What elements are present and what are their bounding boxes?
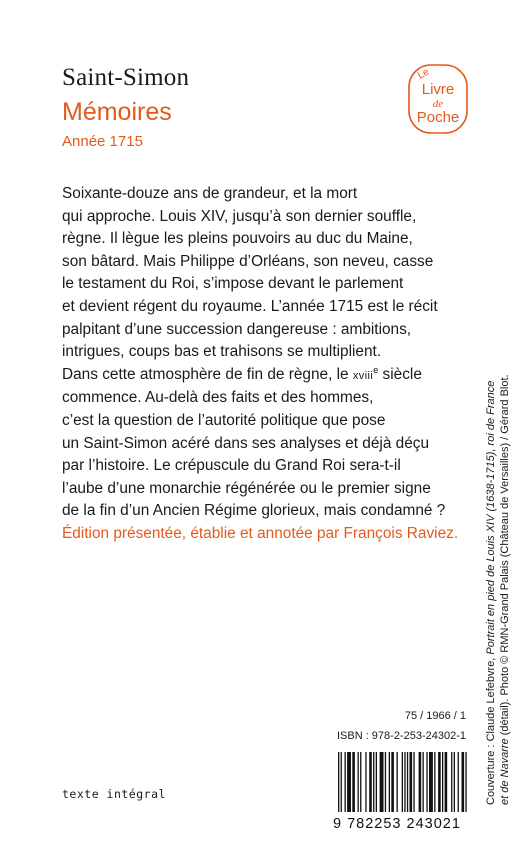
barcode-bar [458,752,459,812]
logo-text-livre: Livre [421,81,455,98]
barcode-bar [369,752,372,812]
edition-credit: Édition présentée, établie et annotée par François Raviez. [62,525,459,542]
barcode-bar [380,752,384,812]
barcode-bar [360,752,361,812]
barcode-bar [429,752,433,812]
barcode-bar [365,752,366,812]
blurb-line: règne. Il lègue les pleins pouvoirs au duc du Maine, [62,230,413,248]
barcode-bar [358,752,359,812]
credits-artwork-title-cont: et de Navarre [499,738,511,805]
book-subtitle: Année 1715 [62,133,143,150]
barcode-bar [451,752,452,812]
barcode-bar [438,752,441,812]
blurb-line-text: Dans cette atmosphère de fin de règne, le [62,365,353,383]
blurb-line: et devient régent du royaume. L’année 1715 est le récit [62,297,438,315]
blurb-line: l’aube d’une monarchie régénérée ou le premier signe [62,479,431,497]
blurb-line: de la fin d’un Ancien Régime glorieux, mais condamné ? [62,502,446,520]
credits-text: Couverture : Claude Lefebvre, [485,654,497,805]
texte-integral-label: texte intégral [62,787,166,801]
barcode-bar [413,752,414,812]
century-roman: xviii [352,369,374,382]
barcode-bar [434,752,435,812]
barcode-bar [462,752,465,812]
blurb-line: le testament du Roi, s’impose devant le parlement [62,275,404,293]
barcode-bar [404,752,405,812]
barcode-bar [442,752,443,812]
barcode-bar [445,752,448,812]
barcode-bar [338,752,339,812]
barcode-bar [373,752,374,812]
barcode-bar [389,752,390,812]
century-superscript: e [373,364,379,375]
logo-text-de: de [432,98,444,110]
logo-text-le: Le [416,66,432,82]
credits-line [498,374,512,805]
book-title: Mémoires [62,98,172,126]
blurb-line [62,364,462,388]
price-code: 75 / 1966 / 1 [404,710,466,722]
barcode-bar [407,752,408,812]
barcode-bar [345,752,346,812]
author-name: Saint-Simon [62,64,190,91]
barcode-bar [402,752,403,812]
barcode-bar [347,752,351,812]
blurb-line: son bâtard. Mais Philippe d’Orléans, son neveu, casse [62,252,434,270]
barcode-bar [391,752,394,812]
blurb-line: c’est la question de l’autorité politique que pose [62,411,386,429]
barcode-bar [341,752,342,812]
barcode-bar [410,752,413,812]
barcode-icon [336,752,468,812]
blurb-line: palpitant d’une succession dangereuse : ambitions, [62,320,412,338]
barcode-bar [352,752,355,812]
barcode-bar [423,752,424,812]
credits-photo: (détail). Photo © RMN-Grand Palais (Château de Versailles) / Gérard Blot. [499,374,511,739]
credits-line [484,380,498,805]
isbn: ISBN : 978-2-253-24302-1 [336,730,466,742]
credits-artwork-title: Portrait en pied de Louis XIV (1638-1715), roi de France [485,380,497,655]
barcode-bar [454,752,455,812]
logo-text-poche: Poche [416,109,460,126]
century-word: siècle [378,365,422,383]
barcode-bar [419,752,422,812]
blurb-line: un Saint-Simon acéré dans ses analyses et déjà déçu [62,434,430,452]
livre-de-poche-logo-icon [408,64,468,134]
cover-credits [484,374,524,805]
barcode-bar [376,752,377,812]
barcode-bar [426,752,427,812]
barcode-bar [465,752,466,812]
blurb-line: par l’histoire. Le crépuscule du Grand Roi sera-t-il [62,457,401,475]
blurb-line: qui approche. Louis XIV, jusqu’à son dernier souffle, [62,207,417,225]
barcode-bar [397,752,398,812]
blurb-line: Soixante-douze ans de grandeur, et la mort [62,185,358,202]
barcode-digits: 9 782253 243021 [333,816,461,832]
barcode-bar [385,752,386,812]
blurb-line: commence. Au-delà des faits et des hommes, [62,389,374,407]
blurb-line: intrigues, coups bas et trahisons se multiplient. [62,343,382,361]
back-cover-blurb [62,183,462,523]
